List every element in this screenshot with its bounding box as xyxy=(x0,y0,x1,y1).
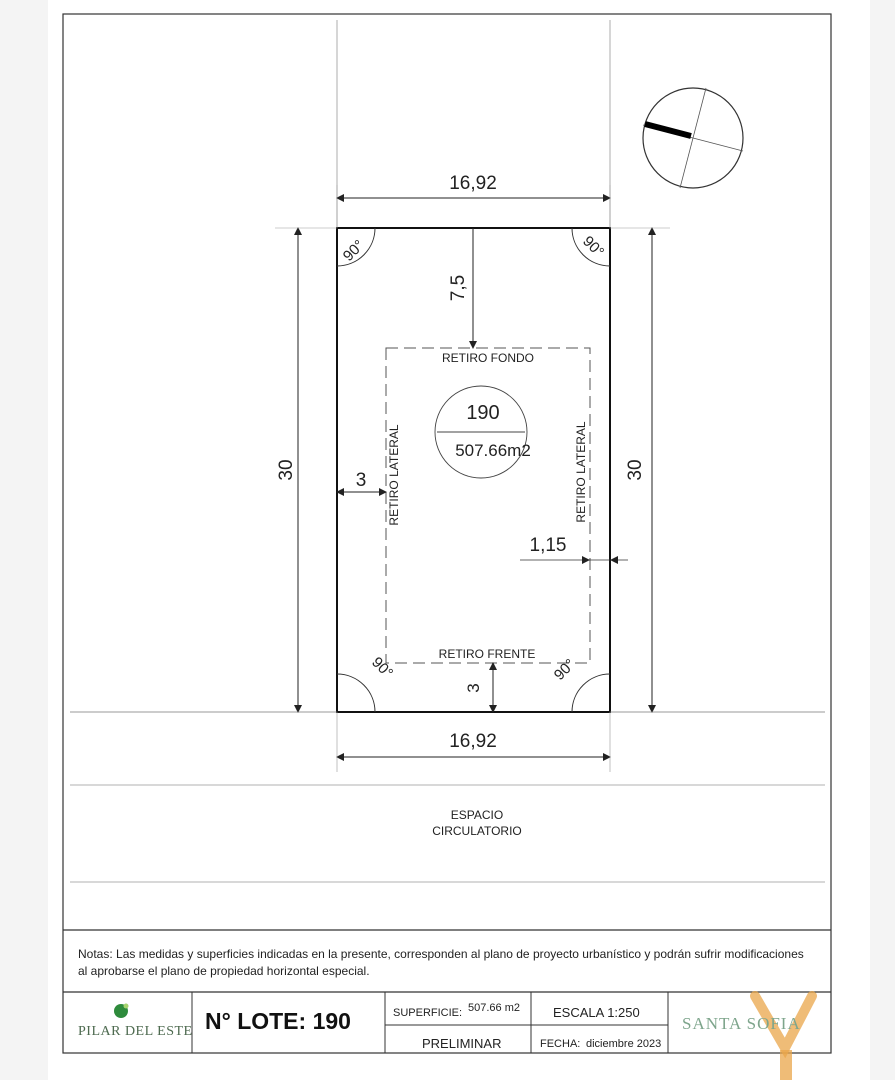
bottom-width-label: 16,92 xyxy=(449,731,497,752)
escala-label: ESCALA 1:250 xyxy=(553,1005,640,1020)
notes-text: Notas: Las medidas y superficies indicadas en la presente, corresponden al plano de proyecto urbanístico y podrán sufrir modificaciones al aprobarse el plano de propiedad horizontal especial. xyxy=(78,947,804,978)
preliminar-label: PRELIMINAR xyxy=(422,1036,502,1051)
retiro-frente-label: RETIRO FRENTE xyxy=(438,647,536,661)
pilar-del-este-logo-icon xyxy=(114,1004,129,1019)
retiro-fondo-label: RETIRO FONDO xyxy=(442,351,534,365)
fecha-label: FECHA: xyxy=(540,1038,581,1050)
retiro-lateral-left-label: RETIRO LATERAL xyxy=(387,424,401,526)
angle-label-bottom-right: 90° xyxy=(550,655,579,684)
angle-label-top-left: 90° xyxy=(339,236,368,265)
setback-area xyxy=(386,348,590,663)
street-label-line2: CIRCULATORIO xyxy=(432,824,522,838)
angle-label-bottom-left: 90° xyxy=(368,653,397,682)
left-lateral-label: 3 xyxy=(355,470,367,491)
angle-arc-bottom-left xyxy=(337,674,375,712)
angle-arc-bottom-right xyxy=(572,674,610,712)
sheet-border xyxy=(63,14,831,1053)
lot-number: 190 xyxy=(466,402,500,424)
retiro-lateral-right-label: RETIRO LATERAL xyxy=(574,421,588,523)
right-depth-label: 30 xyxy=(625,459,646,481)
front-setback-label: 3 xyxy=(464,683,483,693)
left-depth-label: 30 xyxy=(276,459,297,481)
fecha-value: diciembre 2023 xyxy=(586,1038,662,1050)
santa-sofia-logo-text: SANTA SOFIA xyxy=(682,1014,801,1033)
north-compass-icon xyxy=(643,88,743,188)
lot-area: 507.66m2 xyxy=(455,441,531,460)
corner-watermark-logo-icon xyxy=(755,996,812,1080)
superficie-label: SUPERFICIE: xyxy=(393,1007,463,1019)
right-lateral-label: 1,15 xyxy=(529,535,567,556)
lote-number-label: N° LOTE: 190 xyxy=(205,1008,351,1034)
top-width-label: 16,92 xyxy=(449,173,497,194)
rear-setback-label: 7,5 xyxy=(448,274,469,302)
angle-label-top-right: 90° xyxy=(579,232,608,261)
superficie-value: 507.66 m2 xyxy=(468,1002,520,1014)
street-label-line1: ESPACIO xyxy=(450,808,504,822)
pilar-del-este-logo-text: PILAR DEL ESTE xyxy=(78,1024,193,1039)
